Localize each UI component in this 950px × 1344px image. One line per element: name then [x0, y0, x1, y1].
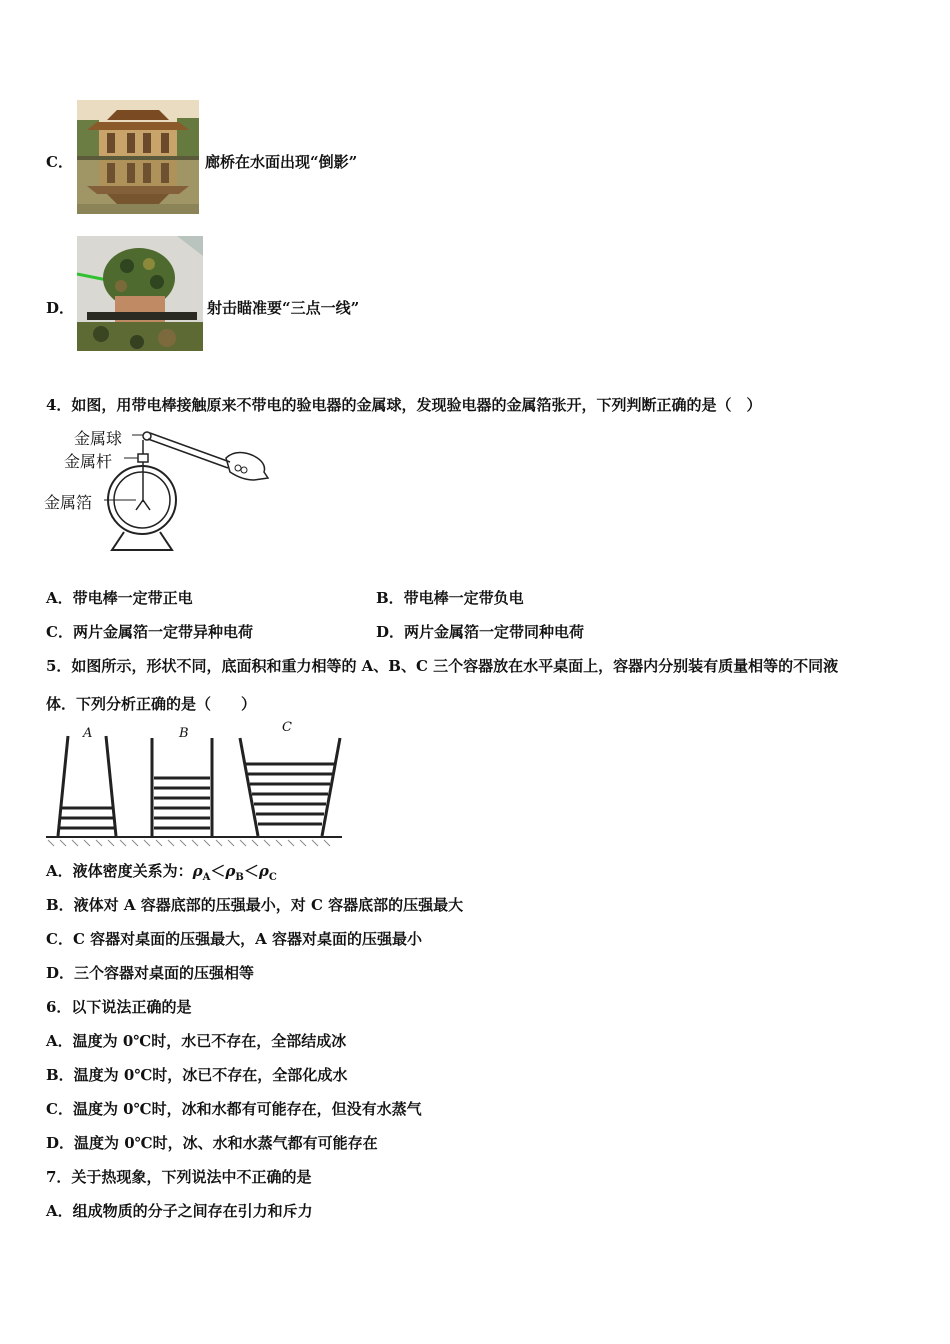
label-metal-rod: 金属杆: [64, 452, 113, 471]
q4-option-b: B．带电棒一定带负电: [376, 589, 524, 607]
rho-symbol: ρ: [225, 862, 236, 880]
soldier-aiming-photo: [77, 236, 203, 351]
q5-option-c: C．C 容器对桌面的压强最大，A 容器对桌面的压强最小: [46, 930, 422, 948]
q5-option-b: B．液体对 A 容器底部的压强最小，对 C 容器底部的压强最大: [46, 896, 464, 914]
q3-option-c-text: 廊桥在水面出现“倒影”: [205, 153, 358, 171]
rho-symbol: ρ: [192, 862, 203, 880]
less-than-symbol: ＜: [243, 862, 259, 880]
q4-option-d: D．两片金属箔一定带同种电荷: [376, 623, 585, 641]
subscript-c: C: [268, 872, 277, 883]
q5-option-d: D．三个容器对桌面的压强相等: [46, 964, 255, 982]
q3-option-d-text: 射击瞄准要“三点一线”: [207, 299, 360, 317]
electroscope-diagram: [40, 420, 280, 560]
q5-option-a: [46, 861, 277, 888]
subscript-a: A: [202, 872, 211, 883]
q5-stem-line2: 体．下列分析正确的是（ ）: [46, 695, 257, 713]
q3-option-c-letter: C．: [46, 153, 73, 171]
q4-option-c: C．两片金属箔一定带异种电荷: [46, 623, 253, 641]
containers-diagram: [46, 720, 342, 850]
q6-option-a: A．温度为 0℃时，水已不存在，全部结成冰: [46, 1032, 347, 1050]
label-metal-foil: 金属箔: [44, 493, 93, 512]
q6-option-d: D．温度为 0℃时，冰、水和水蒸气都有可能存在: [46, 1134, 378, 1152]
q6-option-c: C．温度为 0℃时，冰和水都有可能存在，但没有水蒸气: [46, 1100, 422, 1118]
q7-stem: 7．关于热现象，下列说法中不正确的是: [46, 1168, 312, 1186]
label-container-b: B: [179, 726, 189, 741]
q7-option-a: A．组成物质的分子之间存在引力和斥力: [46, 1202, 313, 1220]
q5-option-a-prefix: A．液体密度关系为：: [46, 862, 193, 880]
subscript-b: B: [235, 872, 244, 883]
less-than-symbol: ＜: [210, 862, 226, 880]
bridge-reflection-photo: [77, 100, 199, 214]
q4-option-a: A．带电棒一定带正电: [46, 589, 193, 607]
q4-stem: 4．如图，用带电棒接触原来不带电的验电器的金属球，发现验电器的金属箔张开，下列判断正确的是（ ）: [46, 396, 762, 414]
q6-stem: 6．以下说法正确的是: [46, 998, 192, 1016]
q6-option-b: B．温度为 0℃时，冰已不存在，全部化成水: [46, 1066, 348, 1084]
label-container-a: A: [83, 726, 93, 741]
rho-symbol: ρ: [258, 862, 269, 880]
q3-option-d-letter: D．: [46, 299, 75, 317]
label-container-c: C: [282, 720, 292, 735]
label-metal-ball: 金属球: [74, 429, 123, 448]
q5-stem-line1: 5．如图所示，形状不同，底面积和重力相等的 A、B、C 三个容器放在水平桌面上，容器内分别装有质量相等的不同液: [46, 657, 839, 675]
